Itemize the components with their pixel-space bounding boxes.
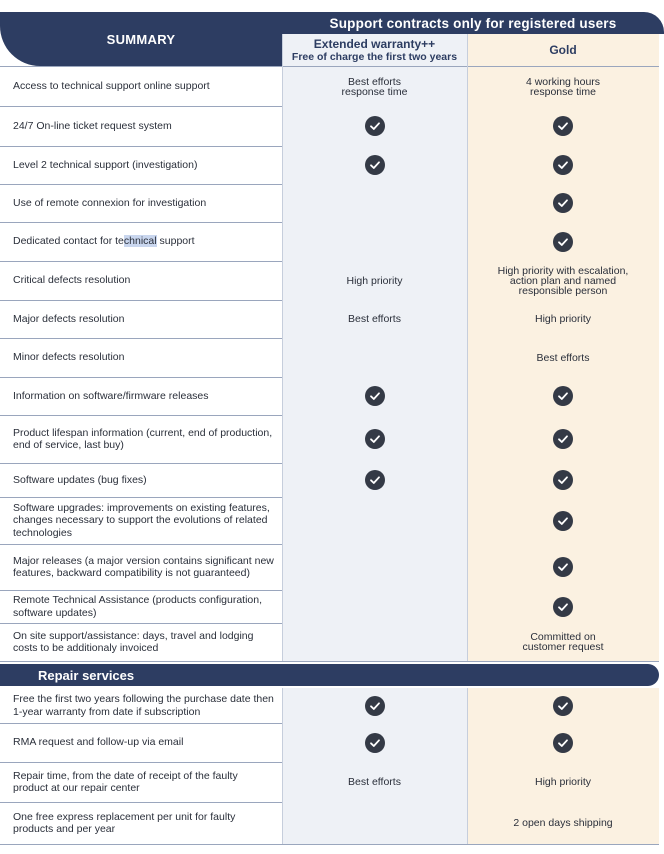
row-label: [13, 338, 275, 377]
check-circle-icon: [365, 429, 385, 449]
cell-text-line: High priority: [346, 274, 403, 287]
row-label-text: Major releases (a major version contains significant new features, backward compatibility is not guaranteed): [13, 554, 274, 579]
extended-warranty-cell: [282, 300, 467, 338]
extended-warranty-cell: [282, 623, 467, 661]
gold-cell: [467, 146, 659, 184]
row-label: [13, 222, 275, 261]
extended-warranty-cell: [282, 338, 467, 377]
cell-text: [513, 818, 612, 828]
row-divider: [0, 844, 659, 845]
row-label-text: RMA request and follow-up via email: [13, 736, 184, 749]
extended-warranty-cell: [282, 544, 467, 590]
cell-text: [498, 266, 629, 296]
gold-cell: [467, 222, 659, 261]
extended-warranty-cell: [282, 106, 467, 146]
extended-warranty-cell: [282, 146, 467, 184]
cell-text-line: 2 open days shipping: [513, 817, 613, 829]
gold-cell: [467, 688, 659, 723]
gold-cell: [467, 377, 659, 415]
extended-warranty-cell: [282, 261, 467, 300]
row-label: [13, 146, 275, 184]
cell-text-line: responsible person: [518, 284, 608, 297]
row-label-text: Information on software/firmware releases: [13, 389, 209, 402]
extended-warranty-cell: [282, 377, 467, 415]
row-label: [13, 688, 275, 723]
row-label: [13, 463, 275, 497]
check-circle-icon: [553, 386, 573, 406]
gold-cell: [467, 802, 659, 844]
gold-header: [467, 34, 659, 66]
gold-cell: [467, 106, 659, 146]
extended-warranty-cell: [282, 497, 467, 544]
check-circle-icon: [553, 429, 573, 449]
check-circle-icon: [365, 470, 385, 490]
gold-title: Gold: [549, 43, 577, 57]
gold-cell: [467, 544, 659, 590]
row-label: [13, 723, 275, 762]
cell-text-line: action plan and named: [509, 274, 617, 287]
row-label-text: Critical defects resolution: [13, 274, 131, 287]
extended-warranty-cell: [282, 415, 467, 463]
row-label-text: Major defects resolution: [13, 312, 125, 325]
cell-text-line: response time: [341, 85, 408, 98]
row-label: [13, 261, 275, 300]
gold-cell: [467, 184, 659, 222]
extended-warranty-cell: [282, 688, 467, 723]
cell-text-line: Best efforts: [348, 75, 401, 88]
row-label-text: Level 2 technical support (investigation): [13, 158, 198, 171]
check-circle-icon: [553, 696, 573, 716]
gold-cell: [467, 623, 659, 661]
cell-text-line: customer request: [522, 641, 604, 653]
cell-text-line: High priority: [534, 313, 592, 325]
row-label-text: Software upgrades: improvements on existing features, changes necessary to support the evolutions of related technologies: [13, 501, 270, 539]
cell-text-line: High priority: [534, 776, 592, 788]
cell-text-line: Best efforts: [348, 776, 401, 788]
contracts-banner: [282, 12, 664, 34]
cell-text-line: response time: [530, 85, 596, 98]
row-label-part: support: [156, 235, 195, 248]
gold-cell: [467, 762, 659, 802]
row-label-text: Product lifespan information (current, end of production, end of service, last buy): [13, 426, 273, 451]
extended-warranty-cell: [282, 463, 467, 497]
row-label: [13, 67, 275, 106]
cell-text-line: High priority with escalation,: [497, 264, 629, 277]
extended-warranty-cell: [282, 723, 467, 762]
contracts-banner-text: Support contracts only for registered users: [329, 15, 617, 31]
check-circle-icon: [553, 232, 573, 252]
row-label: [13, 623, 275, 661]
summary-header: [0, 12, 282, 66]
cell-text: [535, 777, 591, 787]
cell-text: [342, 77, 408, 97]
gold-cell: [467, 338, 659, 377]
cell-text-line: Best efforts: [536, 351, 590, 364]
column-separator: [282, 34, 283, 661]
row-label-text: Remote Technical Assistance (products configuration, software updates): [13, 594, 263, 619]
cell-text: [537, 353, 590, 363]
row-label: [13, 106, 275, 146]
extended-warranty-cell: [282, 590, 467, 623]
row-label-text: Repair time, from the date of receipt of the faulty product at our repair center: [13, 769, 238, 794]
cell-text: [346, 276, 402, 286]
gold-cell: [467, 497, 659, 544]
row-label-text: Use of remote connexion for investigation: [13, 196, 207, 209]
extended-warranty-title: Extended warranty++: [313, 36, 436, 51]
cell-text-line: 4 working hours: [525, 75, 601, 88]
row-label: [13, 590, 275, 623]
column-separator: [282, 688, 283, 844]
extended-warranty-cell: [282, 184, 467, 222]
gold-cell: [467, 463, 659, 497]
cell-text: [348, 777, 401, 787]
cell-text-line: Best efforts: [348, 313, 401, 325]
gold-cell: [467, 300, 659, 338]
gold-cell: [467, 261, 659, 300]
row-label-text: Software updates (bug fixes): [13, 473, 147, 486]
column-separator: [467, 688, 468, 844]
row-label: [13, 497, 275, 544]
row-label-part: Dedicated contact for te: [13, 235, 124, 248]
extended-warranty-cell: [282, 67, 467, 106]
check-circle-icon: [553, 193, 573, 213]
row-label-text: 24/7 On-line ticket request system: [13, 119, 172, 132]
column-separator: [467, 34, 468, 661]
cell-text: [526, 77, 600, 97]
row-label-text: Minor defects resolution: [13, 351, 125, 364]
check-circle-icon: [553, 511, 573, 531]
check-circle-icon: [553, 116, 573, 136]
check-circle-icon: [553, 155, 573, 175]
row-label-highlight: chnical: [123, 235, 157, 248]
cell-text-line: Committed on: [530, 631, 596, 643]
gold-cell: [467, 415, 659, 463]
row-label: [13, 377, 275, 415]
check-circle-icon: [365, 696, 385, 716]
row-divider: [0, 661, 659, 662]
row-label: [13, 184, 275, 222]
check-circle-icon: [365, 386, 385, 406]
summary-title: SUMMARY: [106, 31, 176, 47]
repair-services-title: Repair services: [38, 667, 135, 683]
extended-warranty-cell: [282, 222, 467, 261]
cell-text: [522, 632, 603, 652]
row-label-text: One free express replacement per unit for faulty products and per year: [13, 810, 236, 835]
extended-warranty-cell: [282, 802, 467, 844]
check-circle-icon: [553, 470, 573, 490]
check-circle-icon: [553, 557, 573, 577]
row-label: [13, 762, 275, 802]
check-circle-icon: [553, 597, 573, 617]
check-circle-icon: [553, 733, 573, 753]
extended-warranty-header: [282, 34, 467, 66]
check-circle-icon: [365, 116, 385, 136]
gold-cell: [467, 590, 659, 623]
row-label: [13, 415, 275, 463]
row-label-text: Access to technical support online support: [13, 80, 210, 93]
check-circle-icon: [365, 155, 385, 175]
row-label-text: [13, 235, 195, 248]
extended-warranty-subtitle: Free of charge the first two years: [291, 50, 458, 63]
gold-cell: [467, 723, 659, 762]
row-label: [13, 544, 275, 590]
check-circle-icon: [365, 733, 385, 753]
row-label-text: On site support/assistance: days, travel and lodging costs to be additionaly invoiced: [13, 629, 254, 654]
extended-warranty-cell: [282, 762, 467, 802]
row-label: [13, 802, 275, 844]
cell-text: [348, 314, 401, 324]
row-label: [13, 300, 275, 338]
cell-text: [535, 314, 591, 324]
row-label-text: Free the first two years following the purchase date then 1-year warranty from date if subscription: [13, 693, 274, 718]
repair-services-bar: [0, 664, 659, 686]
gold-cell: [467, 67, 659, 106]
